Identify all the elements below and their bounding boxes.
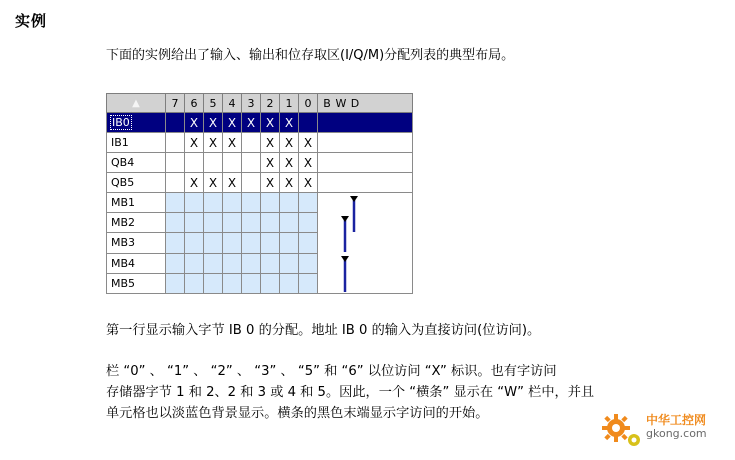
- bit-cell-4[interactable]: [223, 253, 242, 273]
- bwd-cell[interactable]: [318, 133, 413, 153]
- bit-cell-6[interactable]: [185, 233, 204, 253]
- bit-cell-2[interactable]: [261, 213, 280, 233]
- bit-cell-4[interactable]: [223, 153, 242, 173]
- bit-cell-5[interactable]: X: [204, 113, 223, 133]
- row-address-text: QB5: [111, 176, 135, 189]
- row-address-text: MB5: [111, 276, 136, 290]
- bit-cell-4[interactable]: [223, 273, 242, 293]
- bit-cell-3[interactable]: [242, 253, 261, 273]
- paragraph-line: 存储器字节 1 和 2、2 和 3 或 4 和 5。因此，一个 “横条” 显示在 “W” 栏中，并且: [106, 385, 595, 400]
- table-row[interactable]: [107, 173, 413, 193]
- bit-cell-3[interactable]: [242, 273, 261, 293]
- bwd-cell[interactable]: [318, 173, 413, 193]
- bit-cell-4[interactable]: X: [223, 113, 242, 133]
- table-row[interactable]: [107, 133, 413, 153]
- row-address-label[interactable]: [107, 233, 166, 253]
- bit-cell-2[interactable]: X: [261, 113, 280, 133]
- bit-cell-7[interactable]: [166, 153, 185, 173]
- bit-cell-0[interactable]: X: [299, 173, 318, 193]
- bwd-header[interactable]: [318, 94, 413, 113]
- bit-header-2[interactable]: 2: [261, 94, 280, 113]
- bit-cell-5[interactable]: [204, 273, 223, 293]
- sort-triangle-icon[interactable]: ▲: [107, 94, 166, 113]
- bit-cell-3[interactable]: [242, 173, 261, 193]
- bit-header-0[interactable]: 0: [299, 94, 318, 113]
- bit-cell-1[interactable]: X: [280, 133, 299, 153]
- bit-cell-6[interactable]: [185, 273, 204, 293]
- bit-header-7[interactable]: 7: [166, 94, 185, 113]
- byte-column-header: B: [323, 96, 331, 110]
- bit-cell-1[interactable]: [280, 273, 299, 293]
- row-address-label[interactable]: [107, 273, 166, 293]
- bit-cell-6[interactable]: [185, 213, 204, 233]
- bit-header-6[interactable]: 6: [185, 94, 204, 113]
- bit-cell-7[interactable]: [166, 213, 185, 233]
- bit-cell-7[interactable]: [166, 173, 185, 193]
- bit-cell-1[interactable]: [280, 213, 299, 233]
- row-address-text: IB0: [112, 116, 130, 129]
- row-address-label[interactable]: [107, 113, 166, 133]
- row-address-text: MB2: [111, 216, 136, 230]
- bit-cell-0[interactable]: [299, 213, 318, 233]
- bit-header-1[interactable]: 1: [280, 94, 299, 113]
- table-row[interactable]: [107, 153, 413, 173]
- watermark-brand: 中华工控网: [646, 413, 707, 427]
- bit-cell-3[interactable]: [242, 133, 261, 153]
- table-row[interactable]: [107, 193, 413, 213]
- bit-cell-2[interactable]: X: [261, 153, 280, 173]
- bit-cell-3[interactable]: [242, 153, 261, 173]
- row-address-label[interactable]: [107, 253, 166, 273]
- bit-cell-6[interactable]: X: [185, 173, 204, 193]
- bit-cell-5[interactable]: [204, 253, 223, 273]
- bit-cell-5[interactable]: [204, 193, 223, 213]
- io-allocation-table: [106, 93, 413, 294]
- intro-text: 下面的实例给出了输入、输出和位存取区(I/Q/M)分配列表的典型布局。: [106, 48, 515, 63]
- page-heading: 实例: [15, 12, 48, 30]
- bit-cell-6[interactable]: [185, 193, 204, 213]
- bit-cell-5[interactable]: [204, 153, 223, 173]
- watermark-logo: [600, 408, 730, 450]
- dword-column-header: D: [350, 96, 360, 110]
- word-column-header: W: [335, 96, 347, 110]
- word-access-start-cap: [341, 216, 349, 222]
- row-address-label[interactable]: [107, 173, 166, 193]
- table-row[interactable]: [107, 113, 413, 133]
- gear-icon: [600, 408, 644, 450]
- row-address-text: MB1: [111, 196, 136, 210]
- word-access-bars: [318, 193, 413, 293]
- bit-cell-1[interactable]: X: [280, 113, 299, 133]
- bit-cell-0[interactable]: X: [299, 133, 318, 153]
- bit-cell-7[interactable]: [166, 253, 185, 273]
- bit-cell-5[interactable]: [204, 213, 223, 233]
- bit-cell-5[interactable]: X: [204, 173, 223, 193]
- bit-cell-7[interactable]: [166, 193, 185, 213]
- bit-cell-4[interactable]: X: [223, 133, 242, 153]
- table-header-row: [107, 94, 413, 113]
- paragraph-line: 单元格也以淡蓝色背景显示。横条的黑色末端显示字访问的开始。: [106, 406, 489, 421]
- bit-cell-0[interactable]: [299, 113, 318, 133]
- bit-cell-4[interactable]: [223, 233, 242, 253]
- bwd-cell[interactable]: [318, 113, 413, 133]
- bit-cell-1[interactable]: [280, 253, 299, 273]
- bit-cell-6[interactable]: X: [185, 133, 204, 153]
- word-access-start-cap: [350, 196, 358, 202]
- row-address-text: MB4: [111, 256, 136, 270]
- bit-cell-0[interactable]: [299, 233, 318, 253]
- bit-cell-2[interactable]: [261, 233, 280, 253]
- bit-cell-3[interactable]: [242, 193, 261, 213]
- bwd-cell[interactable]: [318, 193, 413, 294]
- bit-cell-5[interactable]: [204, 233, 223, 253]
- bit-cell-7[interactable]: [166, 233, 185, 253]
- bit-cell-1[interactable]: [280, 193, 299, 213]
- bit-cell-0[interactable]: [299, 253, 318, 273]
- row-address-label[interactable]: [107, 193, 166, 213]
- paragraph-line: 栏 “0” 、 “1” 、 “2” 、 “3” 、 “5” 和 “6” 以位访问 “X” 标识。也有字访问: [106, 364, 557, 379]
- watermark-domain: gkong.com: [646, 427, 707, 440]
- row-address-label[interactable]: [107, 133, 166, 153]
- bit-cell-3[interactable]: [242, 233, 261, 253]
- row-address-text: MB3: [111, 236, 136, 250]
- bit-cell-3[interactable]: X: [242, 113, 261, 133]
- bit-cell-2[interactable]: X: [261, 173, 280, 193]
- bit-header-4[interactable]: 4: [223, 94, 242, 113]
- bit-cell-6[interactable]: [185, 253, 204, 273]
- bit-cell-1[interactable]: X: [280, 173, 299, 193]
- bit-cell-3[interactable]: [242, 213, 261, 233]
- bit-cell-7[interactable]: [166, 133, 185, 153]
- row-address-label[interactable]: [107, 213, 166, 233]
- bit-cell-0[interactable]: [299, 273, 318, 293]
- row-address-text: IB1: [111, 136, 129, 149]
- bit-cell-4[interactable]: [223, 193, 242, 213]
- bit-cell-7[interactable]: [166, 273, 185, 293]
- bit-header-5[interactable]: 5: [204, 94, 223, 113]
- bit-header-3[interactable]: 3: [242, 94, 261, 113]
- bit-cell-4[interactable]: [223, 213, 242, 233]
- bit-cell-5[interactable]: X: [204, 133, 223, 153]
- bit-cell-4[interactable]: X: [223, 173, 242, 193]
- bit-cell-6[interactable]: [185, 153, 204, 173]
- bit-cell-6[interactable]: X: [185, 113, 204, 133]
- bit-cell-2[interactable]: [261, 273, 280, 293]
- paragraph-first-row: 第一行显示输入字节 IB 0 的分配。地址 IB 0 的输入为直接访问(位访问)。: [106, 323, 541, 338]
- bit-cell-7[interactable]: [166, 113, 185, 133]
- bit-cell-2[interactable]: [261, 253, 280, 273]
- word-access-start-cap: [341, 256, 349, 262]
- bit-cell-0[interactable]: X: [299, 153, 318, 173]
- bwd-cell[interactable]: [318, 153, 413, 173]
- bit-cell-2[interactable]: X: [261, 133, 280, 153]
- bit-cell-1[interactable]: X: [280, 153, 299, 173]
- bit-cell-1[interactable]: [280, 233, 299, 253]
- row-address-text: QB4: [111, 156, 135, 169]
- row-address-label[interactable]: [107, 153, 166, 173]
- bit-cell-2[interactable]: [261, 193, 280, 213]
- bit-cell-0[interactable]: [299, 193, 318, 213]
